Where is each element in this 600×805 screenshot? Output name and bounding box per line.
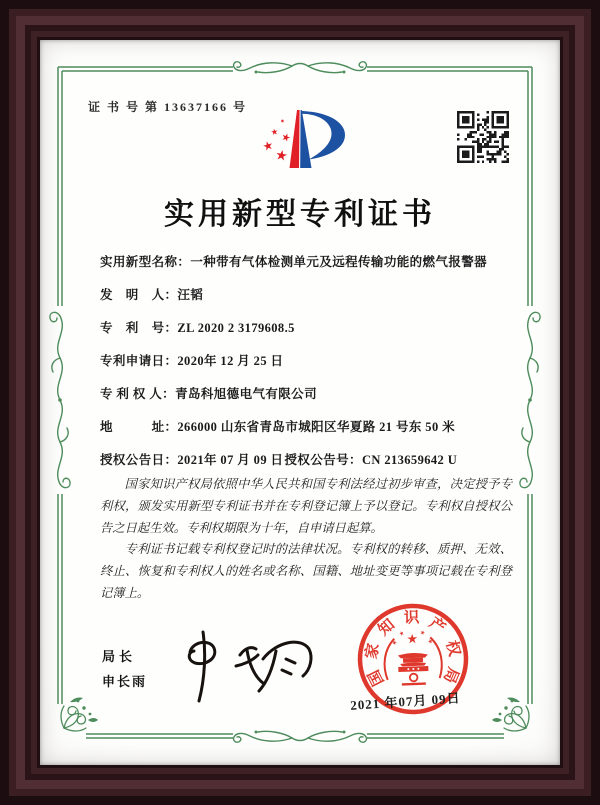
field-label: 发 明 人： <box>100 288 178 302</box>
field-value: 一种带有气体检测单元及远程传输功能的燃气报警器 <box>190 255 488 269</box>
field-row-patentee <box>100 384 545 404</box>
commissioner-name: 申长雨 <box>102 674 148 689</box>
grant-date: 授权公告日：2021年 07 月 09 日 <box>100 453 284 467</box>
field-value: 青岛科旭德电气有限公司 <box>175 387 317 401</box>
commissioner-title: 局长 <box>102 649 137 664</box>
svg-text:国: 国 <box>365 666 388 689</box>
seal-date: 2021 年07月 09日 <box>349 690 462 713</box>
field-label: 专 利 号： <box>100 321 178 335</box>
legal-paragraph-1: 国家知识产权局依照中华人民共和国专利法经过初步审查，决定授予专利权，颁发实用新型专利证书并在专利登记簿上予以登记。专利权自授权公告之日起生效。专利权期限为十年，自申请日起算。 <box>100 477 512 535</box>
qr-code <box>457 111 509 163</box>
svg-text:权: 权 <box>442 638 463 659</box>
legal-text <box>100 474 512 605</box>
national-emblem-icon <box>383 629 442 685</box>
legal-paragraph-2: 专利证书记载专利权登记时的法律状况。专利权的转移、质押、无效、终止、恢复和专利权人的姓名或名称、国籍、地址变更等事项记载在专利登记簿上。 <box>100 542 512 600</box>
svg-text:知: 知 <box>375 616 399 640</box>
field-row-name <box>100 252 545 272</box>
field-value: 2020年 12 月 25 日 <box>177 354 284 368</box>
field-row-address <box>100 417 545 437</box>
field-row-filing-date <box>100 351 545 371</box>
field-row-inventor <box>100 285 545 305</box>
field-label: 专利申请日： <box>100 354 178 368</box>
svg-text:家: 家 <box>362 641 383 661</box>
svg-text:识: 识 <box>403 609 420 627</box>
field-label: 专 利 权 人： <box>100 387 176 401</box>
field-value: ZL 2020 2 3179608.5 <box>177 321 295 335</box>
field-row-grant <box>100 450 545 470</box>
field-value: 266000 山东省青岛市城阳区华夏路 21 号东 50 米 <box>177 420 456 434</box>
certificate-fields <box>100 252 545 483</box>
svg-text:产: 产 <box>425 614 449 638</box>
cnipa-logo-icon <box>252 98 352 178</box>
grant-number: 授权公告号：CN 213659642 U <box>284 453 458 467</box>
certificate-number: 证 书 号 第 13637166 号 <box>88 100 248 114</box>
certificate-title: 实用新型专利证书 <box>164 198 436 231</box>
field-label: 地 址： <box>100 420 178 434</box>
signature-handwriting <box>150 615 330 710</box>
svg-text:局: 局 <box>439 664 462 686</box>
field-row-patent-no <box>100 318 545 338</box>
field-value: 汪韬 <box>177 288 204 302</box>
field-label: 实用新型名称： <box>100 255 191 269</box>
